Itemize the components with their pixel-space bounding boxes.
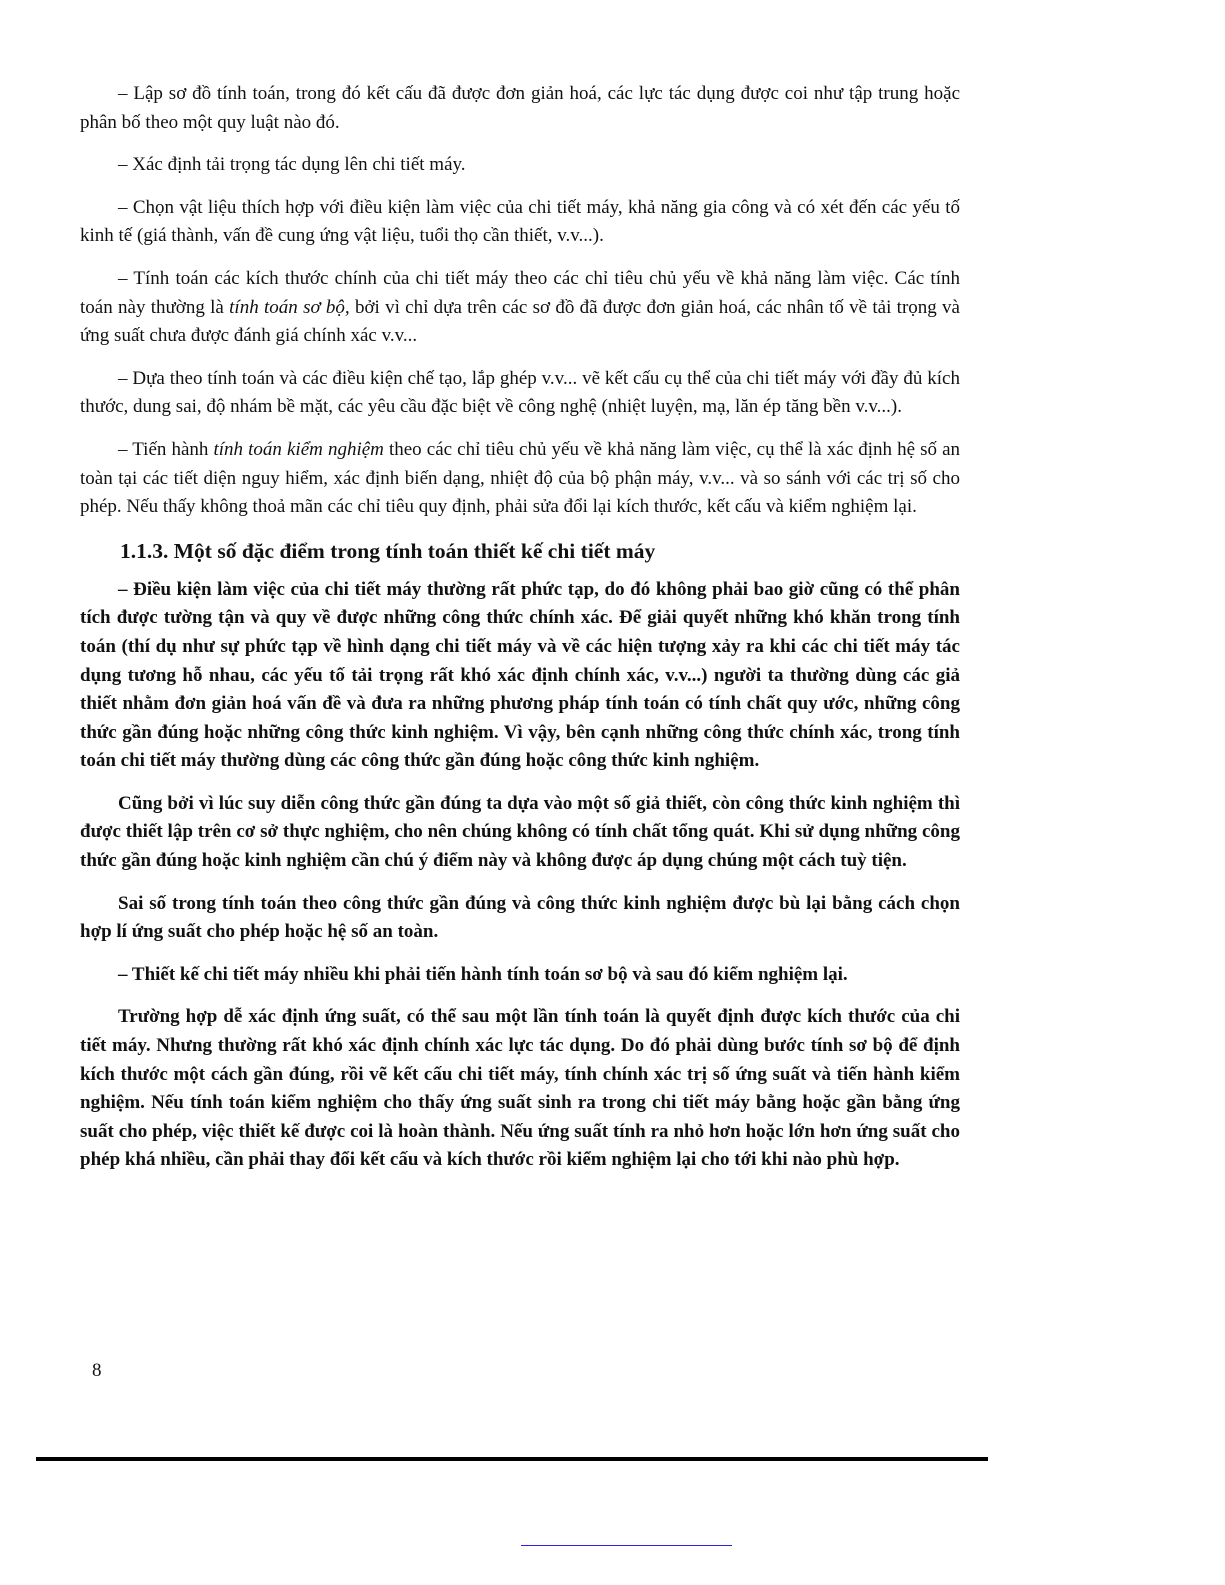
document-page [80, 80, 960, 1189]
text-fragment: – Tiến hành [118, 438, 214, 460]
text-fragment: theo các chỉ tiêu chủ yếu về khả năng làm việc, cụ thể là xác định hệ số an toàn tại các tiết diện nguy hiểm, xác định biến dạng, nhiệt độ của bộ phận máy, v.v... và so sánh với các trị số cho phép. Nếu thấy không thoả mãn các chỉ tiêu quy định, phải sửa đổi lại kích thước, kết cấu và kiểm nghiệm lại. [80, 438, 960, 518]
paragraph-approximate-formulas: Cũng bởi vì lúc suy diễn công thức gần đúng ta dựa vào một số giả thiết, còn công thức kinh nghiệm thì được thiết lập trên cơ sở thực nghiệm, cho nên chúng không có tính chất tổng quát. Khi sử dụng những công thức gần đúng hoặc kinh nghiệm cần chú ý điểm này và không được áp dụng chúng một cách tuỳ tiện. [80, 792, 960, 872]
paragraph-step-dimensions [80, 265, 960, 351]
section-heading: 1.1.3. Một số đặc điểm trong tính toán thiết kế chi tiết máy [120, 538, 656, 563]
emphasis-text: tính toán sơ bộ, [229, 296, 350, 318]
paragraph-error-compensation: Sai số trong tính toán theo công thức gần đúng và công thức kinh nghiệm được bù lại bằng cách chọn hợp lí ứng suất cho phép hoặc hệ số an toàn. [80, 892, 960, 943]
link-underline [521, 1545, 732, 1546]
paragraph-step-verification [80, 436, 960, 522]
emphasis-text: tính toán kiểm nghiệm [213, 438, 384, 460]
paragraph-step-load: – Xác định tải trọng tác dụng lên chi tiết máy. [118, 154, 466, 176]
paragraph-step-drawing: – Dựa theo tính toán và các điều kiện chế tạo, lắp ghép v.v... vẽ kết cấu cụ thể của chi tiết máy với đầy đủ kích thước, dung sai, độ nhám bề mặt, các yêu cầu đặc biệt về công nghệ (nhiệt luyện, mạ, lăn ép tăng bền v.v...). [80, 367, 960, 418]
paragraph-step-diagram: – Lập sơ đồ tính toán, trong đó kết cấu đã được đơn giản hoá, các lực tác dụng được coi như tập trung hoặc phân bố theo một quy luật nào đó. [80, 83, 960, 133]
paragraph-stress-determination: Trường hợp dễ xác định ứng suất, có thể sau một lần tính toán là quyết định được kích thước của chi tiết máy. Nhưng thường rất khó xác định chính xác lực tác dụng. Do đó phải dùng bước tính sơ bộ để định kích thước một cách gần đúng, rồi vẽ kết cấu chi tiết máy, tính chính xác trị số ứng suất và tiến hành kiểm nghiệm. Nếu tính toán kiểm nghiệm cho thấy ứng suất sinh ra trong chi tiết máy bằng hoặc gần bằng ứng suất cho phép, việc thiết kế được coi là hoàn thành. Nếu ứng suất tính ra nhỏ hơn hoặc lớn hơn ứng suất cho phép khá nhiều, cần phải thay đổi kết cấu và kích thước rồi kiểm nghiệm lại cho tới khi nào phù hợp. [80, 1006, 960, 1171]
paragraph-step-material: – Chọn vật liệu thích hợp với điều kiện làm việc của chi tiết máy, khả năng gia công và có xét đến các yếu tố kinh tế (giá thành, vấn đề cung ứng vật liệu, tuổi thọ cần thiết, v.v...). [80, 196, 960, 247]
paragraph-working-conditions: – Điều kiện làm việc của chi tiết máy thường rất phức tạp, do đó không phải bao giờ cũng có thể phân tích được tường tận và quy về được những công thức chính xác. Để giải quyết những khó khăn trong tính toán (thí dụ như sự phức tạp về hình dạng chi tiết máy và về các hiện tượng xảy ra khi các chi tiết máy tác dụng tương hỗ nhau, các yếu tố tải trọng rất khó xác định chính xác, v.v...) người ta thường dùng các giả thiết nhằm đơn giản hoá vấn đề và đưa ra những phương pháp tính toán có tính chất quy ước, những công thức gần đúng hoặc những công thức kinh nghiệm. Vì vậy, bên cạnh những công thức chính xác, trong tính toán chi tiết máy thường dùng các công thức gần đúng hoặc công thức kinh nghiệm. [80, 578, 960, 772]
text-fragment: bởi vì chỉ dựa trên các sơ đồ đã được đơn giản hoá, các nhân tố về tải trọng và ứng suất chưa được đánh giá chính xác v.v... [80, 296, 960, 347]
text-fragment: – Tính toán các kích thước chính của chi tiết máy theo các chỉ tiêu chủ yếu về khả năng làm việc. Các tính toán này thường là [80, 267, 960, 318]
page-number: 8 [92, 1360, 102, 1381]
paragraph-preliminary-design: – Thiết kế chi tiết máy nhiều khi phải tiến hành tính toán sơ bộ và sau đó kiểm nghiệm lại. [118, 963, 848, 985]
bottom-rule [36, 1457, 988, 1461]
